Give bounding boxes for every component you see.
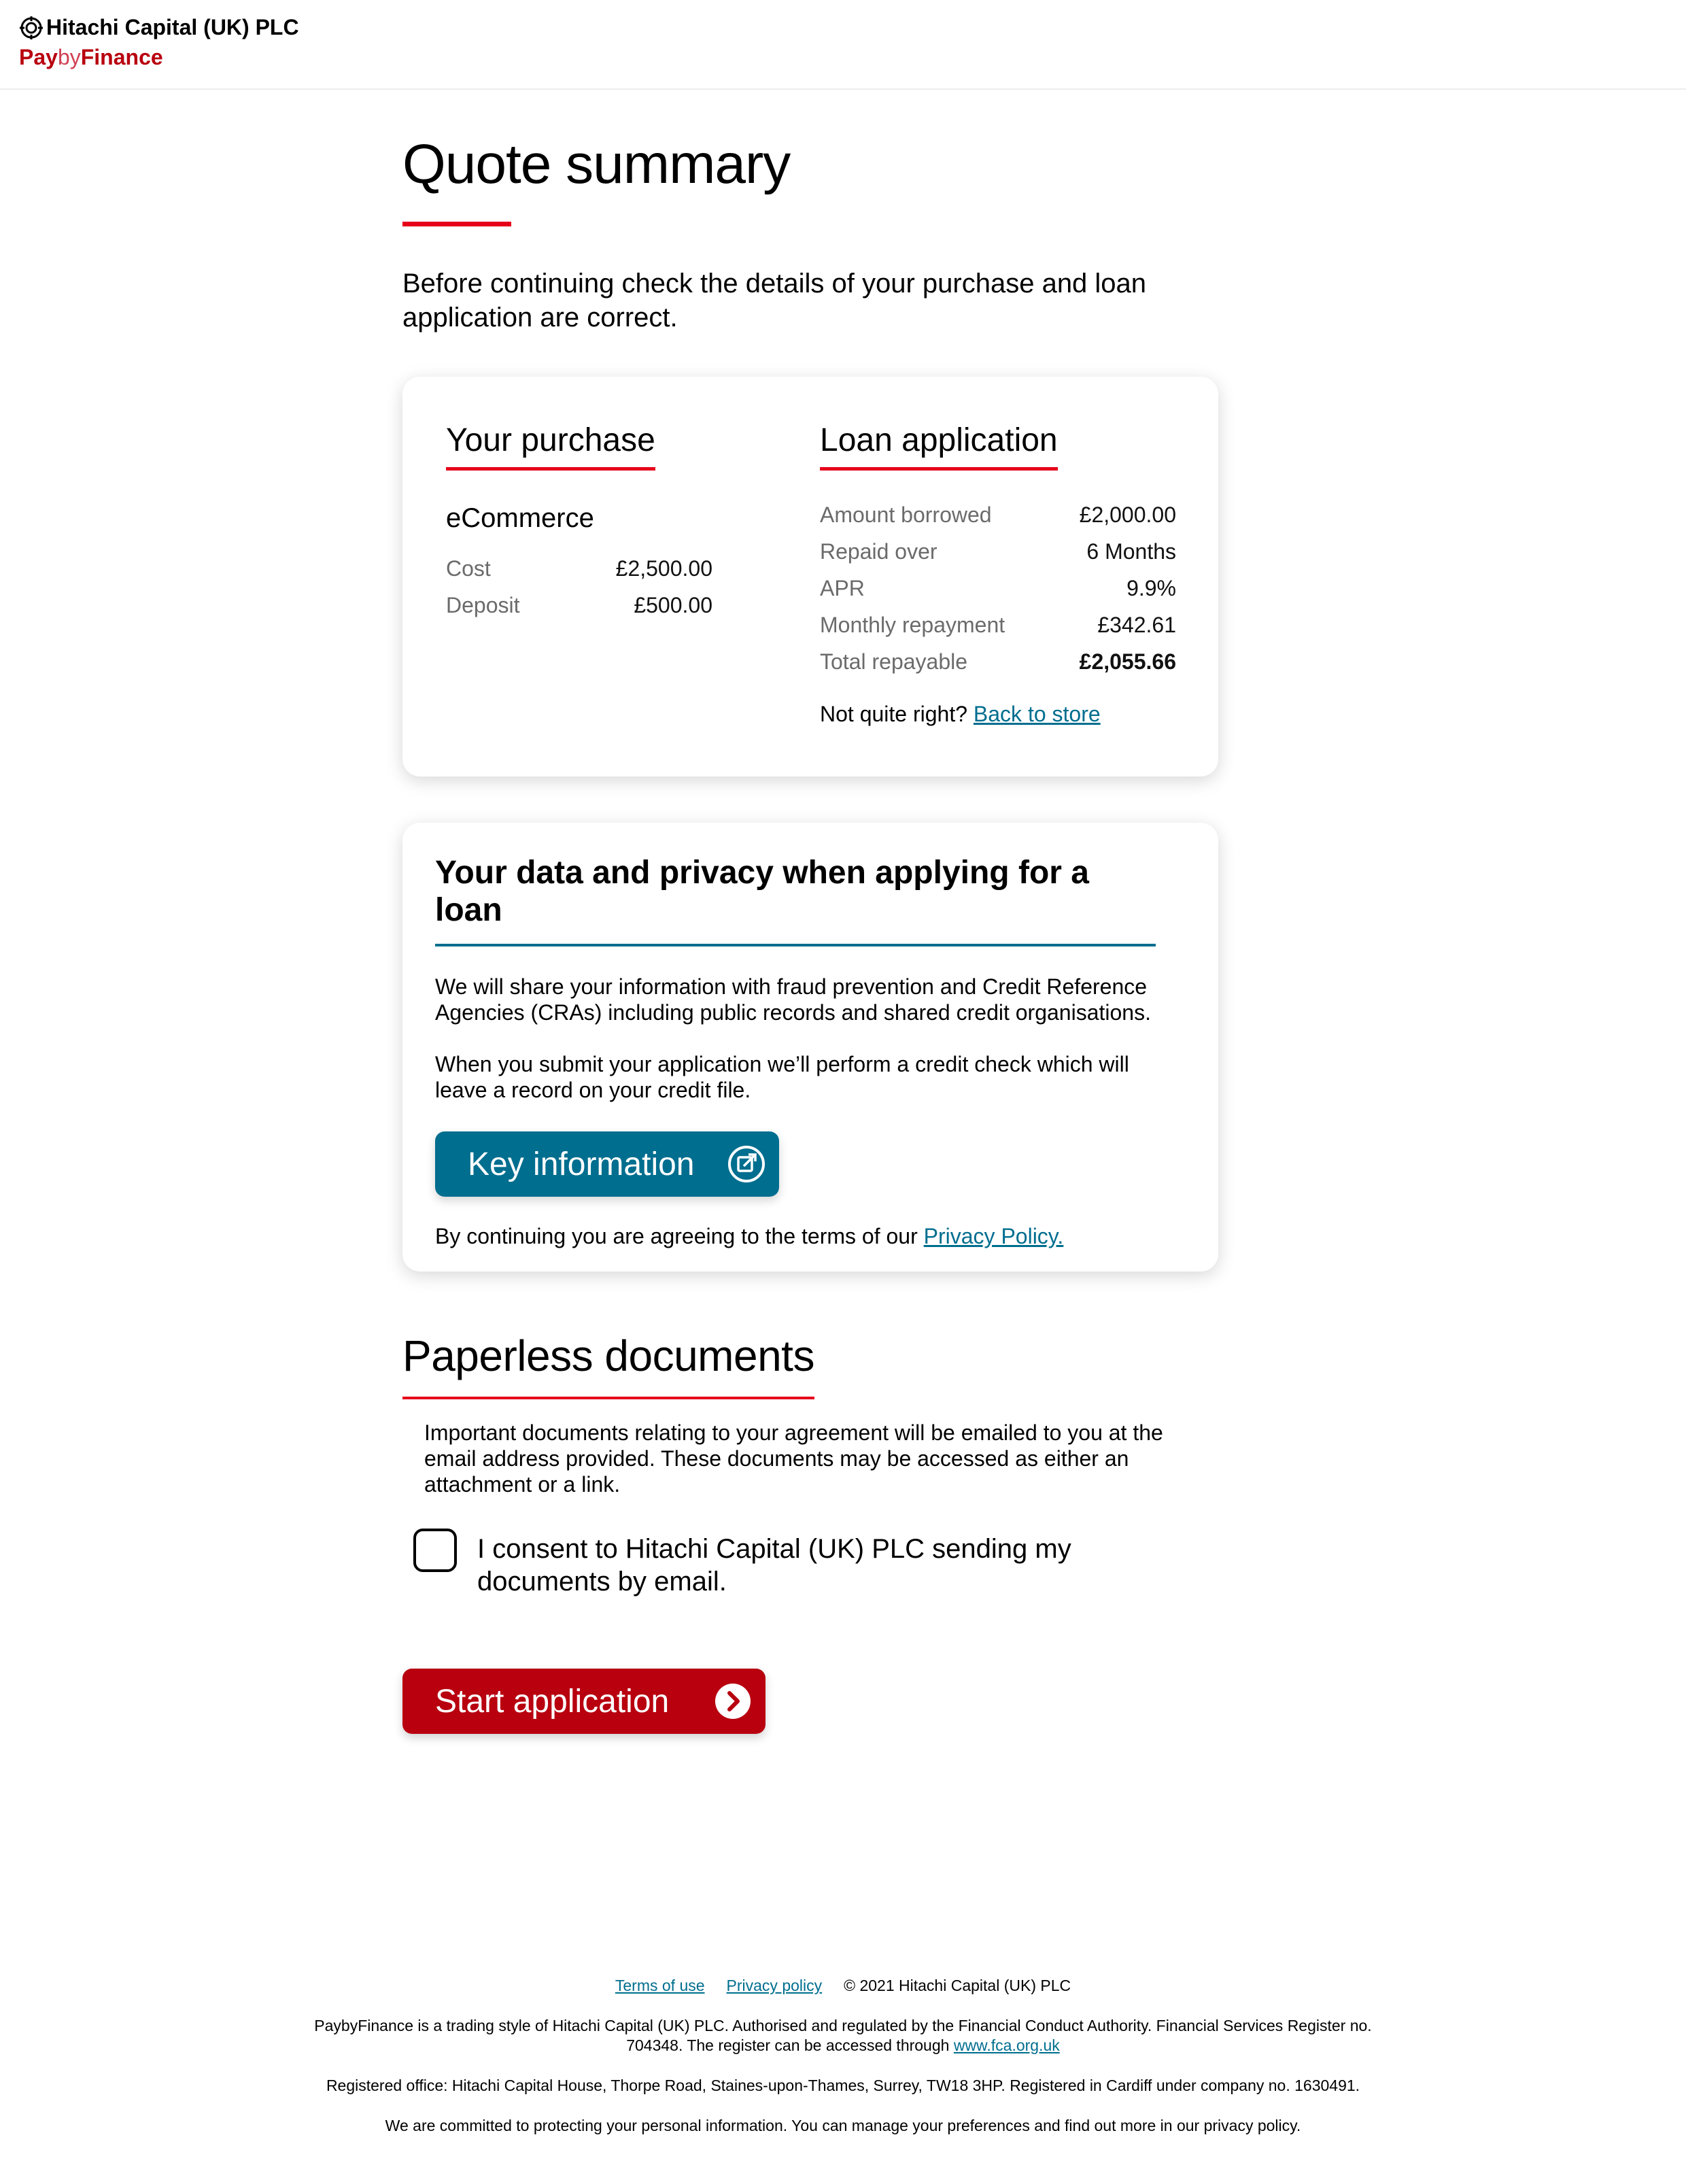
brand[interactable] — [19, 15, 299, 40]
row-label: Amount borrowed — [820, 502, 992, 527]
not-right-text: Not quite right? — [820, 702, 968, 726]
chevron-right-icon — [714, 1682, 752, 1720]
start-application-button[interactable] — [402, 1669, 765, 1734]
purchase-item: eCommerce — [446, 503, 594, 533]
title-underline — [402, 222, 511, 226]
loan-row-amount — [820, 496, 1176, 533]
privacy-inner — [435, 854, 1156, 1249]
row-value: £500.00 — [634, 593, 712, 617]
privacy-para-1: We will share your information with fraud prevention and Credit Reference Agencies (CRAs) including public records and shared credit organisations. — [435, 974, 1151, 1025]
consent-checkbox[interactable] — [413, 1529, 457, 1572]
intro-text: Before continuing check the details of your purchase and loan application are correct. — [402, 269, 1147, 332]
purchase-rows — [446, 550, 712, 624]
footer-links — [0, 1976, 1686, 1996]
purchase-section — [446, 422, 712, 624]
brand-finance: Finance — [80, 45, 163, 69]
site-footer — [0, 1976, 1686, 2136]
purchase-row-deposit — [446, 587, 712, 624]
row-value: £2,000.00 — [1079, 502, 1176, 527]
row-label: Repaid over — [820, 539, 937, 564]
footer-privacy-statement: We are committed to protecting your personal information. You can manage your preferences and find out more in our privacy policy. — [385, 2117, 1301, 2134]
row-label: APR — [820, 576, 865, 600]
row-value: 9.9% — [1126, 576, 1176, 600]
main-content — [402, 133, 1218, 1720]
key-information-label: Key information — [468, 1146, 695, 1182]
paperless-title: Paperless documents — [402, 1330, 814, 1399]
privacy-para-2: When you submit your application we’ll perform a credit check which will leave a record on your credit file. — [435, 1052, 1129, 1102]
not-right-line — [820, 702, 1176, 727]
fca-link[interactable]: www.fca.org.uk — [953, 2036, 1060, 2054]
row-label: Cost — [446, 556, 491, 581]
footer-privacy-link[interactable]: Privacy policy — [726, 1977, 823, 1994]
page-title: Quote summary — [402, 133, 791, 195]
agree-text: By continuing you are agreeing to the terms of our — [435, 1224, 918, 1248]
agree-line — [435, 1224, 1156, 1249]
start-application-label: Start application — [435, 1683, 670, 1720]
footer-regulatory — [299, 2016, 1387, 2055]
quote-card — [402, 377, 1218, 777]
paybyfinance-logo — [19, 45, 163, 70]
privacy-title: Your data and privacy when applying for a loan — [435, 854, 1156, 946]
loan-row-apr — [820, 570, 1176, 607]
purchase-row-cost — [446, 550, 712, 587]
purchase-title: Your purchase — [446, 422, 655, 471]
row-label: Total repayable — [820, 649, 968, 674]
brand-by: by — [57, 45, 81, 69]
consent-label[interactable]: I consent to Hitachi Capital (UK) PLC sending my documents by email. — [477, 1534, 1071, 1597]
external-link-icon — [727, 1145, 765, 1183]
terms-of-use-link[interactable]: Terms of use — [615, 1977, 705, 1994]
row-label: Deposit — [446, 593, 520, 617]
row-value: £342.61 — [1097, 613, 1176, 637]
footer-regulatory-text: PaybyFinance is a trading style of Hitachi Capital (UK) PLC. Authorised and regulated by the Financial Conduct Authority. Financial Services Register no. 704348. The register can be accessed through — [314, 2017, 1372, 2054]
footer-registered-office: Registered office: Hitachi Capital House, Thorpe Road, Staines-upon-Thames, Surrey, TW18 3HP. Registered in Cardiff under company no. 1630491. — [326, 2077, 1360, 2094]
brand-pay: Pay — [19, 45, 58, 69]
row-value: £2,055.66 — [1079, 649, 1176, 674]
copyright: © 2021 Hitachi Capital (UK) PLC — [844, 1977, 1071, 1994]
loan-row-term — [820, 533, 1176, 570]
paperless-section — [402, 1330, 1172, 1598]
privacy-policy-link[interactable]: Privacy Policy. — [923, 1224, 1064, 1248]
site-header — [0, 0, 1686, 90]
loan-section — [820, 422, 1176, 727]
loan-row-total — [820, 643, 1176, 680]
privacy-card — [402, 823, 1218, 1272]
row-value: 6 Months — [1086, 539, 1176, 564]
paperless-info: Important documents relating to your agreement will be emailed to you at the email address provided. These documents may be accessed as either an attachment or a link. — [424, 1420, 1163, 1497]
hitachi-logo-icon — [19, 16, 44, 40]
company-name: Hitachi Capital (UK) PLC — [46, 15, 299, 39]
row-value: £2,500.00 — [615, 556, 712, 581]
key-information-button[interactable] — [435, 1131, 779, 1197]
loan-title: Loan application — [820, 422, 1058, 471]
consent-row[interactable] — [413, 1529, 1172, 1598]
loan-rows — [820, 496, 1176, 680]
back-to-store-link[interactable]: Back to store — [973, 702, 1101, 726]
loan-row-monthly — [820, 607, 1176, 643]
row-label: Monthly repayment — [820, 613, 1005, 637]
